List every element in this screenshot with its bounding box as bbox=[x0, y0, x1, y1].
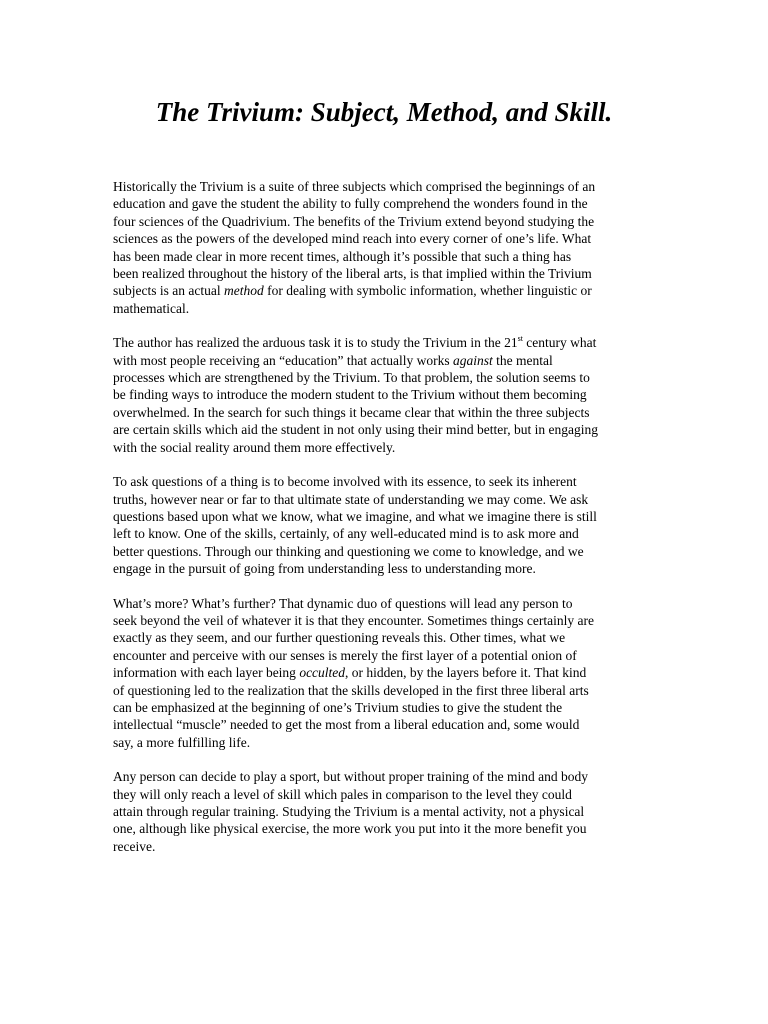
text-line: four sciences of the Quadrivium. The benefits of the Trivium extend beyond studying the bbox=[113, 213, 595, 229]
text-line: of questioning led to the realization that the skills developed in the first three liberal arts bbox=[113, 682, 589, 698]
text-line: questions based upon what we know, what we imagine, and what we imagine there is still bbox=[113, 508, 597, 524]
text-line: truths, however near or far to that ultimate state of understanding we may come. We ask bbox=[113, 491, 589, 507]
text-line: overwhelmed. In the search for such things it became clear that within the three subjects bbox=[113, 404, 590, 420]
paragraph-4 bbox=[113, 595, 661, 752]
superscript-ordinal: st bbox=[517, 333, 523, 343]
text-line: The author has realized the arduous task it is to study the Trivium in the 21st century what bbox=[113, 333, 597, 351]
text-line: intellectual “muscle” needed to get the most from a liberal education and, some would bbox=[113, 717, 580, 733]
paragraph-1 bbox=[113, 178, 661, 317]
title-main: The Trivium: bbox=[155, 97, 304, 127]
emphasis-method: method bbox=[223, 283, 264, 299]
text-line: mathematical. bbox=[113, 300, 190, 316]
text-line: are certain skills which aid the student in not only using their mind better, but in engaging bbox=[113, 422, 598, 438]
text-line: engage in the pursuit of going from understanding less to understanding more. bbox=[113, 561, 536, 577]
text-line: better questions. Through our thinking and questioning we come to knowledge, and we bbox=[113, 543, 584, 559]
text-line: can be emphasized at the beginning of one’s Trivium studies to give the student the bbox=[113, 699, 563, 715]
text-line: has been made clear in more recent times, although it’s possible that such a thing has bbox=[113, 248, 572, 264]
text-line: subjects is an actual method for dealing with symbolic information, whether linguistic or bbox=[113, 283, 592, 299]
text-line: What’s more? What’s further? That dynamic duo of questions will lead any person to bbox=[113, 595, 573, 611]
text-line: been realized throughout the history of the liberal arts, is that implied within the Trivium bbox=[113, 266, 592, 282]
text-line: To ask questions of a thing is to become involved with its essence, to seek its inherent bbox=[113, 474, 577, 490]
text-line: encounter and perceive with our senses is merely the first layer of a potential onion of bbox=[113, 647, 577, 663]
text-line: processes which are strengthened by the Trivium. To that problem, the solution seems to bbox=[113, 370, 590, 386]
text-line: sciences as the powers of the developed mind reach into every corner of one’s life. What bbox=[113, 231, 592, 247]
text-line: Historically the Trivium is a suite of three subjects which comprised the beginnings of an bbox=[113, 179, 596, 194]
document-body bbox=[113, 178, 661, 872]
paragraph-5 bbox=[113, 768, 661, 855]
text-line: be finding ways to introduce the modern student to the Trivium without them becoming bbox=[113, 387, 587, 403]
paragraph-2 bbox=[113, 334, 661, 456]
emphasis-occulted: occulted bbox=[299, 665, 346, 681]
text-line: Any person can decide to play a sport, but without proper training of the mind and body bbox=[113, 769, 589, 785]
text-line: left to know. One of the skills, certainly, of any well-educated mind is to ask more and bbox=[113, 526, 579, 542]
text-line: seek beyond the veil of whatever it is that they encounter. Sometimes things certainly are bbox=[113, 612, 594, 628]
text-line: say, a more fulfilling life. bbox=[113, 734, 251, 750]
title-subtitle: Subject, Method, and Skill. bbox=[303, 97, 613, 127]
text-line: education and gave the student the ability to fully comprehend the wonders found in the bbox=[113, 196, 588, 212]
text-line: receive. bbox=[113, 838, 156, 854]
text-line: attain through regular training. Studying the Trivium is a mental activity, not a physical bbox=[113, 804, 585, 819]
text-line: exactly as they seem, and our further questioning reveals this. Other times, what we bbox=[113, 630, 566, 646]
text-line: with most people receiving an “education” that actually works against the mental bbox=[113, 352, 553, 368]
text-line: information with each layer being occulted, or hidden, by the layers before it. That kind bbox=[113, 665, 587, 681]
text-line: with the social reality around them more effectively. bbox=[113, 439, 396, 455]
paragraph-3 bbox=[113, 473, 661, 577]
text-line: they will only reach a level of skill which pales in comparison to the level they could bbox=[113, 786, 572, 802]
document-title bbox=[0, 95, 768, 129]
emphasis-against: against bbox=[453, 352, 493, 368]
text-line: one, although like physical exercise, the more work you put into it the more benefit you bbox=[113, 821, 587, 837]
